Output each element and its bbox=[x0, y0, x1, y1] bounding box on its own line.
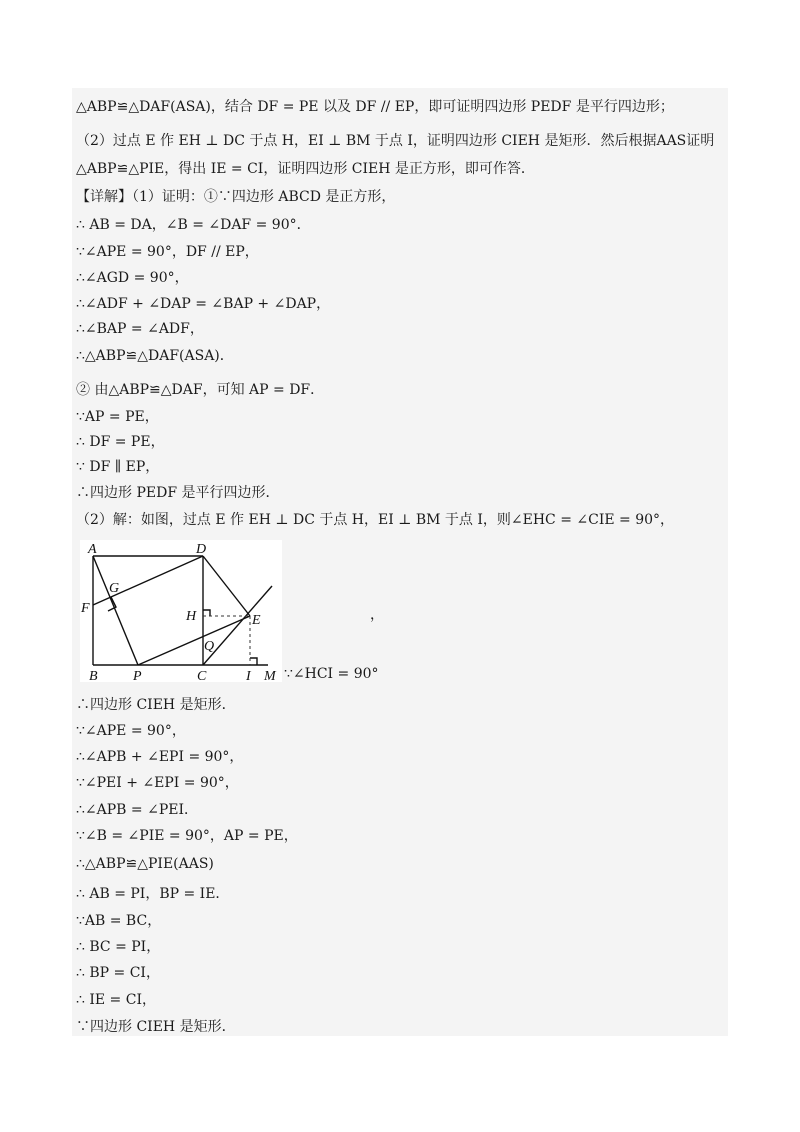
segment-de bbox=[203, 556, 250, 616]
figure-comma: ， bbox=[370, 607, 384, 623]
text-line: ∴△ABP≌△PIE(AAS) bbox=[76, 856, 214, 872]
label-i: I bbox=[246, 669, 251, 682]
text-line: ∴ AB = DA，∠B = ∠DAF = 90°． bbox=[76, 217, 311, 233]
label-p: P bbox=[133, 669, 142, 682]
geometry-figure bbox=[80, 540, 282, 682]
text-line: ∴ BC = PI， bbox=[76, 939, 161, 955]
text-line: ∴ BP = CI， bbox=[76, 965, 160, 981]
text-line: ∵∠APE = 90°，DF // EP， bbox=[76, 244, 259, 260]
text-line: ∵AP = PE， bbox=[76, 409, 159, 425]
label-e: E bbox=[252, 613, 261, 628]
figure-caption-text: ∵∠HCI = 90° bbox=[284, 666, 379, 682]
text-line: ∴ IE = CI， bbox=[76, 992, 156, 1008]
label-q: Q bbox=[204, 639, 215, 654]
label-f: F bbox=[81, 601, 90, 616]
text-line: ∴∠APB + ∠EPI = 90°， bbox=[76, 749, 244, 765]
text-line: ∵ DF ∥ EP， bbox=[76, 459, 160, 475]
label-g: G bbox=[109, 581, 120, 596]
text-line: ∴ DF = PE， bbox=[76, 434, 165, 450]
text-line: （2）解：如图，过点 E 作 EH ⊥ DC 于点 H，EI ⊥ BM 于点 I，则∠EHC = ∠CIE = 90°， bbox=[76, 512, 675, 528]
text-line: ② 由△ABP≌△DAF，可知 AP = DF． bbox=[76, 382, 325, 398]
text-line: ∵AB = BC， bbox=[76, 913, 162, 929]
text-line: ∴四边形 PEDF 是平行四边形． bbox=[76, 485, 280, 501]
text-line: ∴ AB = PI，BP = IE． bbox=[76, 886, 230, 902]
label-b: B bbox=[89, 669, 98, 682]
label-c: C bbox=[197, 669, 207, 682]
text-line: （2）过点 E 作 EH ⊥ DC 于点 H，EI ⊥ BM 于点 I，证明四边形 CIEH 是矩形．然后根据AAS证明 bbox=[76, 133, 715, 149]
right-angle-h bbox=[203, 610, 210, 616]
right-angle-i bbox=[250, 658, 257, 665]
text-line: ∵∠APE = 90°， bbox=[76, 723, 186, 739]
text-line: ∵四边形 CIEH 是矩形． bbox=[76, 1019, 236, 1035]
text-line: ∴∠APB = ∠PEI． bbox=[76, 802, 198, 818]
geometry-diagram bbox=[80, 540, 282, 682]
label-m: M bbox=[264, 669, 276, 682]
label-h: H bbox=[186, 609, 197, 624]
label-a: A bbox=[88, 542, 97, 557]
text-line: △ABP≌△PIE，得出 IE = CI，证明四边形 CIEH 是正方形，即可作答． bbox=[76, 161, 535, 177]
text-line: ∴∠BAP = ∠ADF， bbox=[76, 321, 204, 337]
text-line: ∴∠AGD = 90°， bbox=[76, 270, 189, 286]
text-line: ∴∠ADF + ∠DAP = ∠BAP + ∠DAP， bbox=[76, 296, 331, 312]
text-line: △ABP≌△DAF(ASA)，结合 DF = PE 以及 DF // EP，即可证明四边形 PEDF 是平行四边形； bbox=[76, 99, 674, 115]
text-line: ∴△ABP≌△DAF(ASA)． bbox=[76, 348, 234, 364]
text-line: ∴四边形 CIEH 是矩形． bbox=[76, 697, 236, 713]
segment-ap bbox=[93, 556, 138, 665]
text-line: ∵∠PEI + ∠EPI = 90°， bbox=[76, 775, 239, 791]
text-line: ∵∠B = ∠PIE = 90°，AP = PE， bbox=[76, 828, 298, 844]
label-d: D bbox=[196, 542, 207, 557]
text-line: 【详解】（1）证明：①∵四边形 ABCD 是正方形， bbox=[76, 189, 396, 205]
